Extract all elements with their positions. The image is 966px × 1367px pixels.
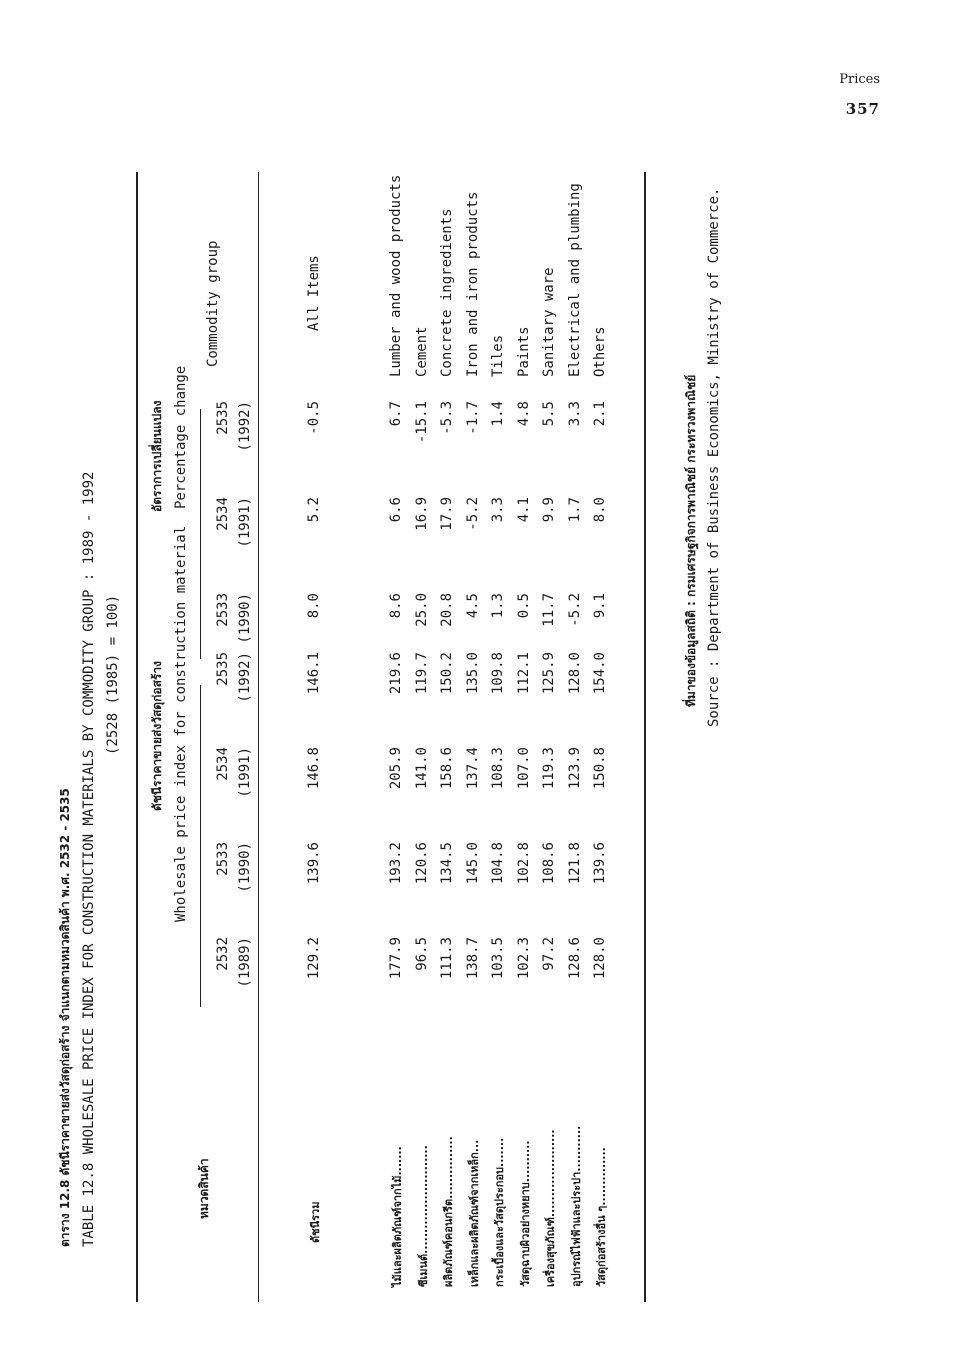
year-index-3-be: 2534 [215,747,231,781]
table-row-9-en: Others [592,326,608,377]
table-row-1-pct-2: 6.6 [388,497,404,523]
year-pct-1-ce: (1990) [237,593,253,644]
table-row-6-pct-1: 0.5 [516,593,532,619]
year-pct-3-ce: (1992) [237,401,253,452]
table-title-thai: ตาราง 12.8 ดัชนีราคาขายส่งวัสดุก่อสร้าง จำแนกตามหมวดสินค้า พ.ศ. 2532 - 2535 [58,788,72,1247]
table-base-year: (2528 (1985) = 100) [105,594,121,755]
header-index-underline [200,685,201,1007]
table-row-5-index-1: 103.5 [490,937,506,980]
table-row-5-pct-3: 1.4 [490,401,506,427]
table-row-5-pct-1: 1.3 [490,593,506,619]
table-row-6-index-2: 102.8 [516,842,532,885]
table-row-2-pct-2: 16.9 [414,497,430,531]
header-pct-thai: อัตราการเปลี่ยนแปลง [150,400,164,512]
table-row-1-pct-1: 8.6 [388,593,404,619]
year-pct-2-be: 2534 [215,497,231,531]
header-index-thai: ดัชนีราคาขายส่งวัสดุก่อสร้าง [150,661,164,811]
total-index-2: 139.6 [306,842,322,885]
table-row-8-index-4: 128.0 [567,652,583,695]
table-row-8-thai: อุปกรณ์ไฟฟ้าและประปา........... [570,1125,583,1287]
header-pct-en: Percentage change [173,365,189,509]
table-bottom-rule [644,172,646,1302]
total-index-3: 146.8 [306,747,322,790]
table-row-1-index-2: 193.2 [388,842,404,885]
table-row-1-index-3: 205.9 [388,747,404,790]
table-row-9-index-2: 139.6 [592,842,608,885]
table-row-7-index-2: 108.6 [541,842,557,885]
header-pct-underline [200,409,201,659]
table-row-6-index-3: 107.0 [516,747,532,790]
table-row-8-pct-3: 3.3 [567,401,583,427]
table-row-3-pct-1: 20.8 [439,593,455,627]
table-row-8-en: Electrical and plumbing [567,183,583,377]
table-row-6-thai: วัสดุฉาบผิวอย่างหยาบ.......... [519,1140,532,1287]
table-row-9-pct-1: 9.1 [592,593,608,619]
table-row-7-pct-1: 11.7 [541,593,557,627]
table-row-9-thai: วัสดุก่อสร้างอื่น ๆ.............. [595,1147,608,1287]
table-row-6-index-4: 112.1 [516,652,532,695]
table-row-1-thai: ไม้และผลิตภัณฑ์จากไม้....... [391,1146,404,1287]
table-row-2-index-3: 141.0 [414,747,430,790]
table-row-4-index-3: 137.4 [465,747,481,790]
table-row-7-index-3: 119.3 [541,747,557,790]
table-row-9-index-1: 128.0 [592,937,608,980]
table-row-3-index-4: 150.2 [439,652,455,695]
table-row-2-index-2: 120.6 [414,842,430,885]
source-english: Source : Department of Business Economics, Ministry of Commerce. [706,187,722,727]
table-row-7-en: Sanitary ware [541,267,557,377]
year-index-3-ce: (1991) [237,747,253,798]
table-row-2-thai: ซีเมนต์.......................... [417,1145,430,1287]
total-label-en: All Items [306,255,322,331]
table-row-6-en: Paints [516,326,532,377]
source-thai: ที่มาของข้อมูลสถิติ : กรมเศรษฐกิจการพาณิชย์ กระทรวงพาณิชย์ [684,374,698,707]
table-row-2-en: Cement [414,326,430,377]
total-pct-3: -0.5 [306,401,322,435]
total-index-4: 146.1 [306,652,322,695]
table-row-6-pct-2: 4.1 [516,497,532,523]
table-row-3-en: Concrete ingredients [439,208,455,377]
header-group-en: Commodity group [205,240,221,367]
year-index-2-be: 2533 [215,842,231,876]
table-row-7-thai: เครื่องสุขภัณฑ์..................... [544,1129,557,1287]
total-label-thai: ดัชนีรวม [309,1201,322,1243]
table-row-8-index-2: 121.8 [567,842,583,885]
table-row-4-thai: เหล็กและผลิตภัณฑ์จากเหล็ก... [468,1139,481,1287]
table-row-3-index-3: 158.6 [439,747,455,790]
table-top-rule [136,172,138,1302]
year-index-2-ce: (1990) [237,842,253,893]
table-row-4-index-1: 138.7 [465,937,481,980]
table-row-9-index-4: 154.0 [592,652,608,695]
header-bottom-rule [258,172,259,1302]
table-row-1-en: Lumber and wood products [388,174,404,377]
table-row-4-index-2: 145.0 [465,842,481,885]
page-number: 357 [845,100,880,118]
table-row-4-pct-1: 4.5 [465,593,481,619]
table-row-8-index-3: 123.9 [567,747,583,790]
table-row-7-index-4: 125.9 [541,652,557,695]
table-row-3-pct-2: 17.9 [439,497,455,531]
table-row-5-index-3: 108.3 [490,747,506,790]
table-row-9-pct-2: 8.0 [592,497,608,523]
table-row-8-pct-1: -5.2 [567,593,583,627]
table-row-8-pct-2: 1.7 [567,497,583,523]
year-index-1-be: 2532 [215,937,231,971]
table-row-4-pct-3: -1.7 [465,401,481,435]
table-row-3-thai: ผลิตภัณฑ์คอนกรีต............... [442,1136,455,1287]
header-index-en: Wholesale price index for construction material [173,525,189,922]
table-title-english: TABLE 12.8 WHOLESALE PRICE INDEX FOR CONSTRUCTION MATERIALS BY COMMODITY GROUP : 1989 - 1992 [81,471,97,1247]
table-row-4-index-4: 135.0 [465,652,481,695]
table-row-5-index-2: 104.8 [490,842,506,885]
running-head-section: Prices [839,72,880,87]
table-row-4-pct-2: -5.2 [465,497,481,531]
table-row-6-index-1: 102.3 [516,937,532,980]
year-index-4-ce: (1992) [237,652,253,703]
year-pct-2-ce: (1991) [237,497,253,548]
table-row-5-pct-2: 3.3 [490,497,506,523]
table-row-9-index-3: 150.8 [592,747,608,790]
year-index-4-be: 2535 [215,652,231,686]
table-row-2-index-4: 119.7 [414,652,430,695]
table-row-2-pct-1: 25.0 [414,593,430,627]
total-index-1: 129.2 [306,937,322,980]
year-pct-1-be: 2533 [215,593,231,627]
header-group-thai: หมวดสินค้า [197,1158,211,1219]
total-pct-2: 5.2 [306,497,322,523]
table-row-6-pct-3: 4.8 [516,401,532,427]
table-row-3-pct-3: -5.3 [439,401,455,435]
table-row-1-index-4: 219.6 [388,652,404,695]
table-row-2-pct-3: -15.1 [414,401,430,444]
table-row-1-pct-3: 6.7 [388,401,404,427]
total-pct-1: 8.0 [306,593,322,619]
table-row-1-index-1: 177.9 [388,937,404,980]
table-row-5-thai: กระเบื้องและวัสดุประกอบ....... [493,1137,506,1287]
table-row-3-index-1: 111.3 [439,937,455,980]
table-row-5-index-4: 109.8 [490,652,506,695]
table-row-3-index-2: 134.5 [439,842,455,885]
year-index-1-ce: (1989) [237,937,253,988]
table-row-7-index-1: 97.2 [541,937,557,971]
table-row-7-pct-2: 9.9 [541,497,557,523]
year-pct-3-be: 2535 [215,401,231,435]
table-row-8-index-1: 128.6 [567,937,583,980]
table-row-7-pct-3: 5.5 [541,401,557,427]
table-row-2-index-1: 96.5 [414,937,430,971]
table-row-5-en: Tiles [490,334,506,377]
table-row-9-pct-3: 2.1 [592,401,608,427]
table-row-4-en: Iron and iron products [465,191,481,377]
